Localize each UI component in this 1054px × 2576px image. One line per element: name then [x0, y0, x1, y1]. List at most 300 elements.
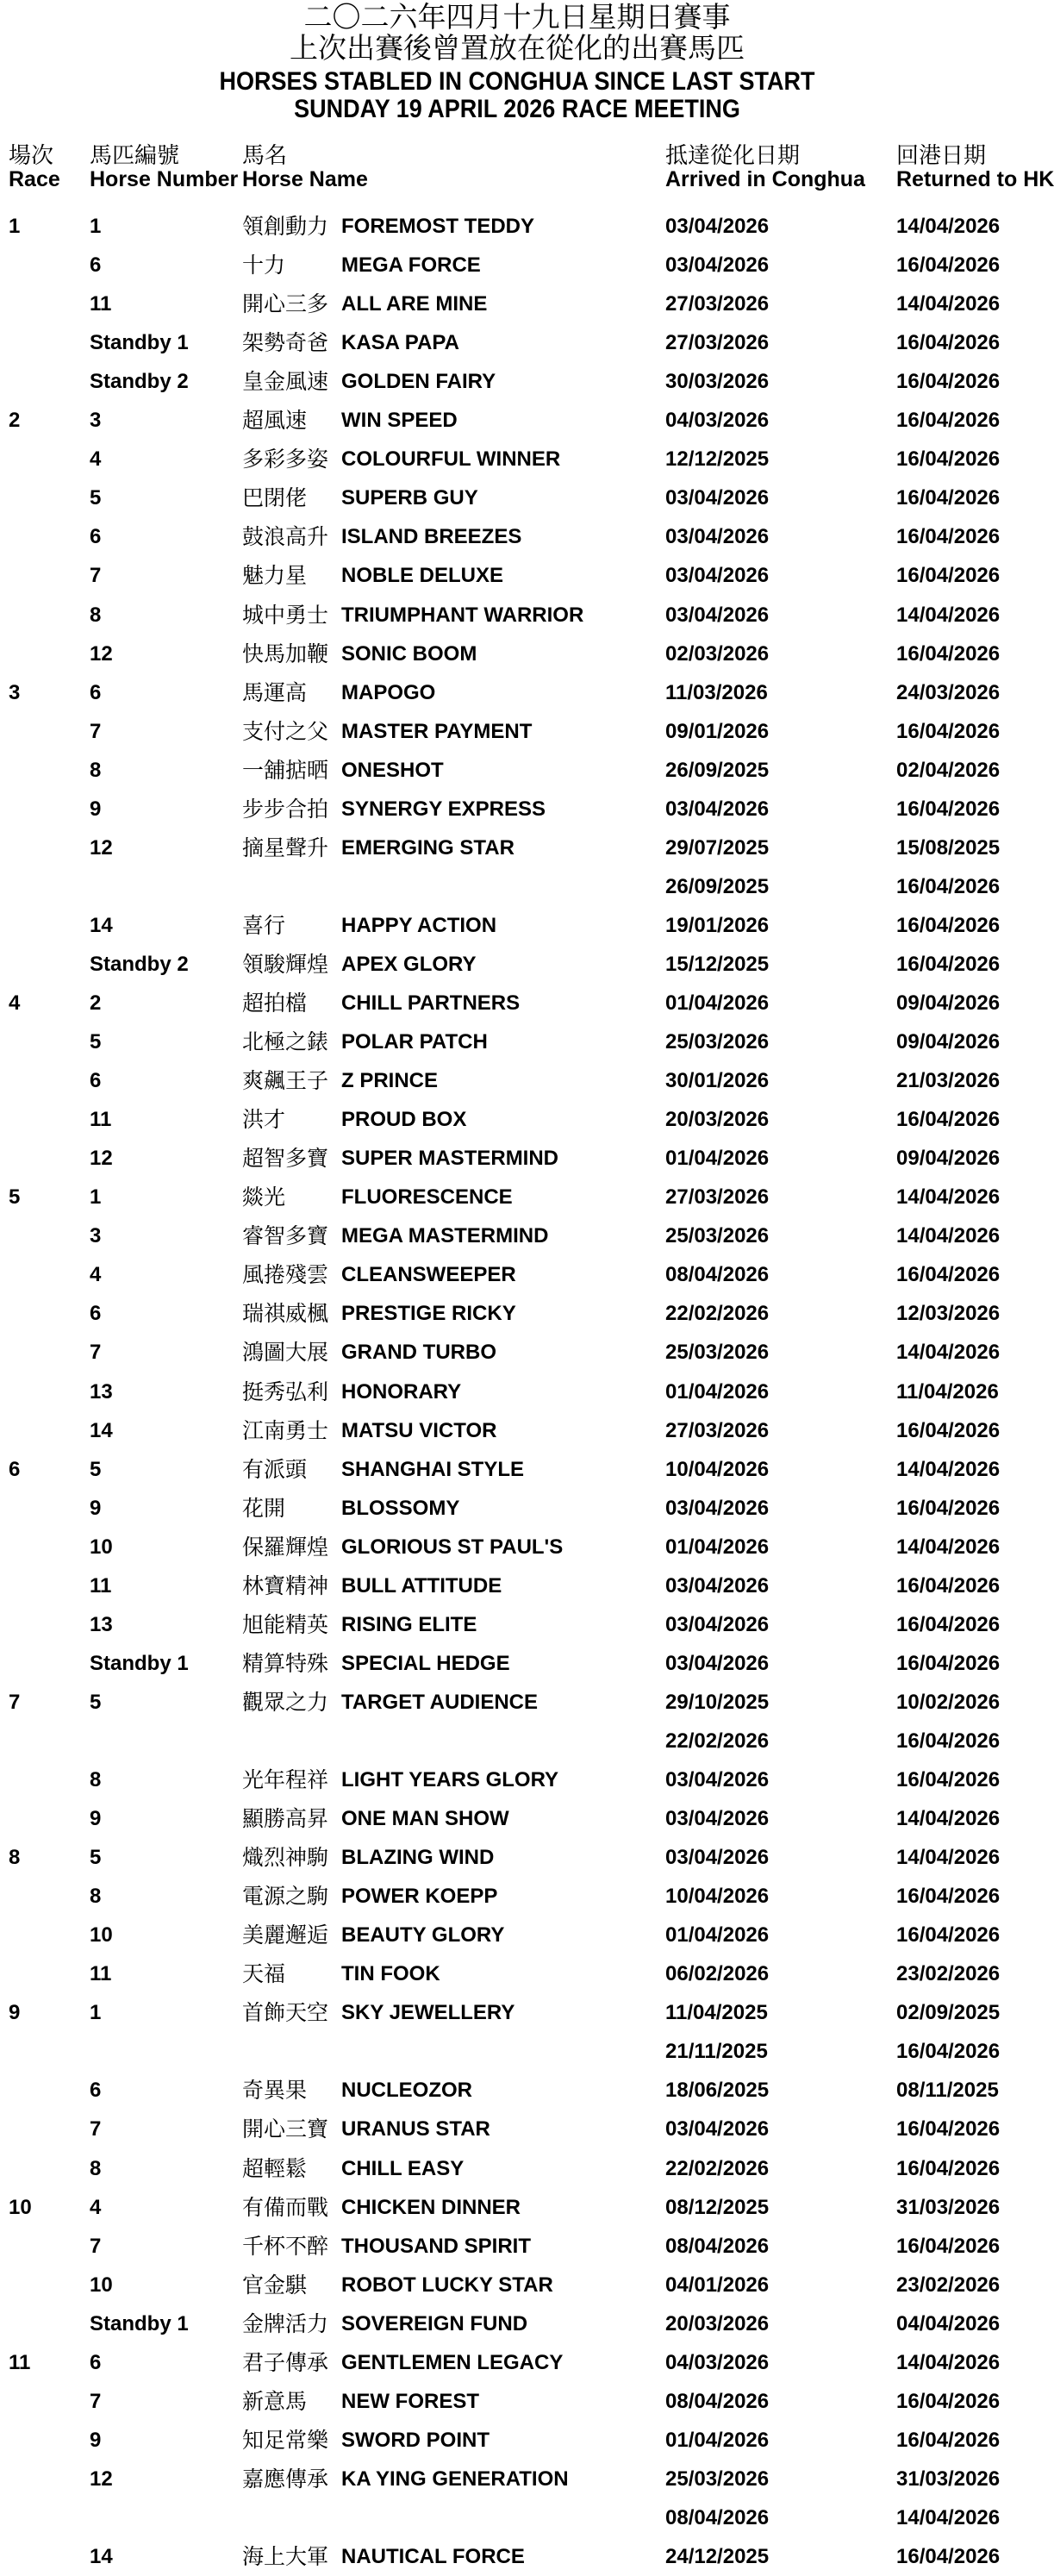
table-row [0, 2071, 1034, 2110]
table-row [0, 635, 1034, 673]
returned-date-cell: 23/02/2026 [896, 2273, 1001, 2297]
arrived-date-cell: 03/04/2026 [665, 253, 770, 278]
arrived-date-cell: 04/03/2026 [665, 409, 770, 433]
returned-date-cell: 14/04/2026 [896, 1341, 1001, 1365]
horse-name-zh-cell: 爽飆王子 [242, 1068, 329, 1094]
horse-name-en-cell: POWER KOEPP [341, 1885, 498, 1909]
horse-number-cell: 9 [90, 1496, 102, 1520]
returned-date-cell: 14/04/2026 [896, 1185, 1001, 1210]
horse-name-en-cell: COLOURFUL WINNER [341, 447, 561, 472]
arrived-date-cell: 01/04/2026 [665, 2428, 770, 2452]
horse-name-en-cell: URANUS STAR [341, 2117, 490, 2141]
table-row [0, 2032, 1034, 2071]
returned-date-cell: 16/04/2026 [896, 2156, 1001, 2180]
table-row [0, 2498, 1034, 2537]
horse-name-en-cell: PROUD BOX [341, 1108, 467, 1132]
horse-number-cell: 8 [90, 2156, 102, 2180]
table-row [0, 1566, 1034, 1605]
table-row [0, 556, 1034, 595]
horse-number-cell: 14 [90, 1418, 113, 1442]
horse-name-zh-cell: 睿智多寶 [242, 1223, 329, 1249]
horse-name-en-cell: GOLDEN FAIRY [341, 370, 496, 394]
horse-number-cell: 2 [90, 991, 102, 1015]
returned-date-cell: 16/04/2026 [896, 2234, 1001, 2258]
horse-name-zh-cell: 開心三寶 [242, 2116, 329, 2142]
horse-name-en-cell: BULL ATTITUDE [341, 1573, 502, 1597]
horse-name-zh-cell: 皇金風速 [242, 369, 329, 395]
horse-name-zh-cell: 保羅輝煌 [242, 1534, 329, 1560]
arrived-date-cell: 30/01/2026 [665, 1069, 770, 1093]
arrived-date-cell: 30/03/2026 [665, 370, 770, 394]
horse-name-en-cell: ONE MAN SHOW [341, 1807, 509, 1831]
horse-number-cell: 6 [90, 1302, 102, 1326]
arrived-date-cell: 19/01/2026 [665, 913, 770, 937]
horse-name-zh-cell: 支付之父 [242, 718, 329, 744]
returned-date-cell: 15/08/2025 [896, 835, 1001, 860]
horse-name-en-cell: NAUTICAL FORCE [341, 2545, 525, 2568]
arrived-date-cell: 08/04/2026 [665, 2389, 770, 2413]
horse-number-cell: 10 [90, 1923, 113, 1948]
horse-name-en-cell: GRAND TURBO [341, 1341, 496, 1365]
table-row [0, 2382, 1034, 2421]
arrived-date-cell: 22/02/2026 [665, 1302, 770, 1326]
returned-date-cell: 16/04/2026 [896, 564, 1001, 588]
horse-name-zh-cell: 顯勝高昇 [242, 1806, 329, 1832]
horse-name-en-cell: NEW FOREST [341, 2389, 479, 2413]
horse-number-cell: 5 [90, 486, 102, 510]
horse-number-cell: 10 [90, 1535, 113, 1559]
horse-name-en-cell: MAPOGO [341, 680, 436, 704]
arrived-date-cell: 25/03/2026 [665, 1030, 770, 1054]
horse-number-cell: 7 [90, 719, 102, 743]
table-row [0, 440, 1034, 478]
horse-name-zh-cell: 江南勇士 [242, 1417, 329, 1443]
table-row [0, 2343, 1034, 2382]
horse-name-zh-cell: 洪才 [242, 1107, 286, 1133]
header-race-en: Race [9, 167, 60, 191]
returned-date-cell: 09/04/2026 [896, 991, 1001, 1015]
horse-number-cell: Standby 2 [90, 952, 189, 976]
returned-date-cell: 16/04/2026 [896, 331, 1001, 355]
header-number-zh: 馬匹編號 [90, 143, 180, 169]
table-row [0, 1528, 1034, 1566]
horse-number-cell: 5 [90, 1030, 102, 1054]
race-cell: 6 [9, 1457, 21, 1481]
arrived-date-cell: 03/04/2026 [665, 215, 770, 238]
horse-number-cell: 6 [90, 2079, 102, 2103]
arrived-date-cell: 27/03/2026 [665, 1185, 770, 1210]
arrived-date-cell: 25/03/2026 [665, 2467, 770, 2491]
table-row [0, 323, 1034, 362]
arrived-date-cell: 22/02/2026 [665, 1729, 770, 1753]
horse-name-zh-cell: 天福 [242, 1961, 286, 1987]
horse-name-en-cell: ISLAND BREEZES [341, 525, 522, 549]
horse-name-zh-cell: 熾烈神駒 [242, 1845, 329, 1871]
table-row [0, 1760, 1034, 1799]
horse-number-cell: 1 [90, 1185, 102, 1210]
arrived-date-cell: 03/04/2026 [665, 564, 770, 588]
table-row [0, 712, 1034, 751]
arrived-date-cell: 03/04/2026 [665, 1846, 770, 1870]
returned-date-cell: 16/04/2026 [896, 1729, 1001, 1753]
table-row [0, 1954, 1034, 1993]
horse-name-zh-cell: 巴閉佬 [242, 485, 308, 511]
returned-date-cell: 16/04/2026 [896, 952, 1001, 976]
header-name-en: Horse Name [242, 167, 368, 191]
arrived-date-cell: 29/10/2025 [665, 1690, 770, 1714]
table-row [0, 673, 1034, 712]
horse-name-zh-cell: 有派頭 [242, 1456, 308, 1482]
horse-name-en-cell: RISING ELITE [341, 1612, 477, 1636]
horse-number-cell: 4 [90, 447, 102, 472]
horse-name-en-cell: EMERGING STAR [341, 835, 515, 860]
returned-date-cell: 16/04/2026 [896, 1612, 1001, 1636]
returned-date-cell: 16/04/2026 [896, 874, 1001, 898]
horse-number-cell: Standby 1 [90, 2311, 189, 2335]
arrived-date-cell: 03/04/2026 [665, 525, 770, 549]
horse-name-en-cell: SWORD POINT [341, 2428, 490, 2452]
arrived-date-cell: 03/04/2026 [665, 1768, 770, 1791]
returned-date-cell: 14/04/2026 [896, 1535, 1001, 1559]
title-line1-en: HORSES STABLED IN CONGHUA SINCE LAST START [219, 67, 815, 96]
table-row [0, 2460, 1034, 2498]
returned-date-cell: 16/04/2026 [896, 1923, 1001, 1948]
horse-name-zh-cell: 領創動力 [242, 214, 329, 239]
arrived-date-cell: 08/04/2026 [665, 1263, 770, 1287]
table-row [0, 790, 1034, 828]
horse-name-en-cell: TARGET AUDIENCE [341, 1690, 538, 1714]
arrived-date-cell: 29/07/2025 [665, 835, 770, 860]
arrived-date-cell: 08/04/2026 [665, 2505, 770, 2529]
horse-number-cell: 5 [90, 1846, 102, 1870]
arrived-date-cell: 02/03/2026 [665, 641, 770, 666]
horse-number-cell: Standby 2 [90, 370, 189, 394]
returned-date-cell: 14/04/2026 [896, 292, 1001, 316]
table-row [0, 1139, 1034, 1178]
arrived-date-cell: 03/04/2026 [665, 1807, 770, 1831]
horse-name-en-cell: POLAR PATCH [341, 1030, 488, 1054]
horse-number-cell: 12 [90, 2467, 113, 2491]
horse-number-cell: 12 [90, 1147, 113, 1171]
header-returned [896, 145, 1054, 191]
table-row [0, 517, 1034, 556]
table-row [0, 2537, 1034, 2576]
returned-date-cell: 16/04/2026 [896, 486, 1001, 510]
horse-name-en-cell: CHILL EASY [341, 2156, 465, 2180]
returned-date-cell: 16/04/2026 [896, 525, 1001, 549]
table-row [0, 284, 1034, 323]
returned-date-cell: 16/04/2026 [896, 1263, 1001, 1287]
horse-number-cell: 7 [90, 564, 102, 588]
horse-number-cell: 5 [90, 1457, 102, 1481]
header-arrived-en: Arrived in Conghua [665, 167, 865, 191]
horse-number-cell: 6 [90, 2350, 102, 2374]
arrived-date-cell: 09/01/2026 [665, 719, 770, 743]
table-row [0, 1216, 1034, 1255]
arrived-date-cell: 20/03/2026 [665, 1108, 770, 1132]
horse-name-en-cell: SONIC BOOM [341, 641, 477, 666]
horse-name-zh-cell: 嘉應傳承 [242, 2466, 329, 2492]
returned-date-cell: 14/04/2026 [896, 603, 1001, 627]
horse-name-zh-cell: 挺秀弘利 [242, 1379, 329, 1404]
race-cell: 9 [9, 2001, 21, 2025]
header-name-zh: 馬名 [242, 143, 288, 169]
horse-name-en-cell: TRIUMPHANT WARRIOR [341, 603, 584, 627]
returned-date-cell: 16/04/2026 [896, 1108, 1001, 1132]
horse-number-cell: 7 [90, 2389, 102, 2413]
header-arrived [665, 145, 865, 191]
horse-number-cell: 14 [90, 913, 113, 937]
horse-name-en-cell: LIGHT YEARS GLORY [341, 1768, 559, 1791]
horse-name-en-cell: SUPER MASTERMIND [341, 1147, 559, 1171]
table-row [0, 2110, 1034, 2148]
returned-date-cell: 14/04/2026 [896, 1807, 1001, 1831]
table-row [0, 945, 1034, 984]
horse-name-en-cell: SYNERGY EXPRESS [341, 797, 546, 821]
horse-name-en-cell: MEGA FORCE [341, 253, 481, 278]
table-row [0, 1294, 1034, 1333]
table-row [0, 1372, 1034, 1411]
horse-number-cell: 10 [90, 2273, 113, 2297]
arrived-date-cell: 03/04/2026 [665, 2117, 770, 2141]
returned-date-cell: 16/04/2026 [896, 2040, 1001, 2064]
returned-date-cell: 02/04/2026 [896, 758, 1001, 782]
horse-name-en-cell: PRESTIGE RICKY [341, 1302, 516, 1326]
table-row [0, 906, 1034, 945]
horse-name-zh-cell: 鴻圖大展 [242, 1340, 329, 1366]
horse-name-en-cell: THOUSAND SPIRIT [341, 2234, 532, 2258]
horse-number-cell: 8 [90, 1885, 102, 1909]
horse-number-cell: 11 [90, 292, 112, 316]
horse-name-en-cell: NUCLEOZOR [341, 2079, 472, 2103]
horse-name-zh-cell: 北極之錶 [242, 1029, 329, 1055]
returned-date-cell: 14/04/2026 [896, 1457, 1001, 1481]
returned-date-cell: 02/09/2025 [896, 2001, 1001, 2025]
horse-number-cell: 13 [90, 1379, 113, 1404]
horse-name-zh-cell: 十力 [242, 253, 286, 278]
horse-number-cell: 6 [90, 253, 102, 278]
returned-date-cell: 16/04/2026 [896, 1418, 1001, 1442]
table-row [0, 2304, 1034, 2343]
horse-name-zh-cell: 精算特殊 [242, 1650, 329, 1676]
horse-name-zh-cell: 超輕鬆 [242, 2155, 308, 2181]
table-row [0, 1916, 1034, 1954]
arrived-date-cell: 21/11/2025 [665, 2040, 768, 2064]
race-cell: 1 [9, 215, 21, 238]
table-row [0, 1838, 1034, 1877]
arrived-date-cell: 18/06/2025 [665, 2079, 770, 2103]
horse-name-en-cell: TIN FOOK [341, 1962, 440, 1986]
horse-name-zh-cell: 奇異果 [242, 2078, 308, 2104]
horse-number-cell: 8 [90, 758, 102, 782]
title-line2-zh: 上次出賽後曾置放在從化的出賽馬匹 [290, 31, 745, 65]
horse-number-cell: 11 [90, 1573, 112, 1597]
arrived-date-cell: 25/03/2026 [665, 1341, 770, 1365]
horse-name-zh-cell: 旭能精英 [242, 1611, 329, 1637]
arrived-date-cell: 15/12/2025 [665, 952, 770, 976]
table-row [0, 2149, 1034, 2188]
arrived-date-cell: 20/03/2026 [665, 2311, 770, 2335]
table-row [0, 1333, 1034, 1372]
table-row [0, 1683, 1034, 1722]
horse-name-zh-cell: 知足常樂 [242, 2427, 329, 2453]
returned-date-cell: 16/04/2026 [896, 641, 1001, 666]
table-row [0, 1100, 1034, 1139]
arrived-date-cell: 01/04/2026 [665, 1147, 770, 1171]
race-cell: 10 [9, 2195, 32, 2219]
horse-name-zh-cell: 步步合拍 [242, 796, 329, 822]
returned-date-cell: 16/04/2026 [896, 2545, 1001, 2568]
returned-date-cell: 16/04/2026 [896, 1651, 1001, 1675]
returned-date-cell: 16/04/2026 [896, 1885, 1001, 1909]
title-line1-zh: 二〇二六年四月十九日星期日賽事 [303, 0, 731, 34]
horse-name-en-cell: BLOSSOMY [341, 1496, 460, 1520]
horse-name-zh-cell: 馬運高 [242, 679, 308, 705]
header-returned-zh: 回港日期 [896, 143, 987, 169]
arrived-date-cell: 04/01/2026 [665, 2273, 770, 2297]
arrived-date-cell: 12/12/2025 [665, 447, 770, 472]
horse-name-zh-cell: 城中勇士 [242, 602, 329, 628]
race-cell: 7 [9, 1690, 21, 1714]
horse-name-en-cell: SKY JEWELLERY [341, 2001, 515, 2025]
horse-name-en-cell: MEGA MASTERMIND [341, 1224, 549, 1248]
table-row [0, 596, 1034, 635]
arrived-date-cell: 03/04/2026 [665, 1651, 770, 1675]
arrived-date-cell: 10/04/2026 [665, 1885, 770, 1909]
table-row [0, 984, 1034, 1022]
arrived-date-cell: 03/04/2026 [665, 1496, 770, 1520]
arrived-date-cell: 11/04/2025 [665, 2001, 768, 2025]
horse-name-zh-cell: 美麗邂逅 [242, 1923, 329, 1948]
arrived-date-cell: 01/04/2026 [665, 1923, 770, 1948]
table-row [0, 1644, 1034, 1683]
header-returned-en: Returned to HK [896, 167, 1054, 191]
header-race [9, 145, 60, 191]
race-cell: 4 [9, 991, 21, 1015]
returned-date-cell: 16/04/2026 [896, 253, 1001, 278]
returned-date-cell: 16/04/2026 [896, 2389, 1001, 2413]
race-cell: 11 [9, 2350, 31, 2374]
horse-number-cell: 6 [90, 1069, 102, 1093]
horse-name-en-cell: APEX GLORY [341, 952, 477, 976]
horse-name-en-cell: SPECIAL HEDGE [341, 1651, 510, 1675]
returned-date-cell: 16/04/2026 [896, 370, 1001, 394]
returned-date-cell: 16/04/2026 [896, 1768, 1001, 1791]
horse-number-cell: 8 [90, 603, 102, 627]
horse-name-zh-cell: 海上大軍 [242, 2544, 329, 2569]
returned-date-cell: 16/04/2026 [896, 719, 1001, 743]
table-row [0, 2227, 1034, 2266]
returned-date-cell: 23/02/2026 [896, 1962, 1001, 1986]
table-row [0, 246, 1034, 284]
horse-name-zh-cell: 領駿輝煌 [242, 951, 329, 977]
arrived-date-cell: 27/03/2026 [665, 331, 770, 355]
horse-name-zh-cell: 開心三多 [242, 291, 329, 317]
horse-name-en-cell: GLORIOUS ST PAUL'S [341, 1535, 564, 1559]
arrived-date-cell: 01/04/2026 [665, 991, 770, 1015]
table-row [0, 1022, 1034, 1061]
header-name [242, 145, 368, 191]
returned-date-cell: 16/04/2026 [896, 2117, 1001, 2141]
arrived-date-cell: 25/03/2026 [665, 1224, 770, 1248]
table-row [0, 867, 1034, 906]
horse-number-cell: 6 [90, 525, 102, 549]
horse-number-cell: 4 [90, 1263, 102, 1287]
horse-number-cell: 1 [90, 215, 102, 238]
horse-name-en-cell: BEAUTY GLORY [341, 1923, 505, 1948]
returned-date-cell: 14/04/2026 [896, 2350, 1001, 2374]
table-row [0, 1993, 1034, 2032]
table-row [0, 1255, 1034, 1294]
horse-name-en-cell: CHICKEN DINNER [341, 2195, 521, 2219]
returned-date-cell: 09/04/2026 [896, 1147, 1001, 1171]
horse-number-cell: 7 [90, 1341, 102, 1365]
returned-date-cell: 08/11/2025 [896, 2079, 999, 2103]
table-row [0, 1411, 1034, 1450]
horse-name-zh-cell: 首飾天空 [242, 2000, 329, 2026]
horse-name-en-cell: HONORARY [341, 1379, 462, 1404]
horse-number-cell: 3 [90, 409, 102, 433]
horse-name-en-cell: ROBOT LUCKY STAR [341, 2273, 553, 2297]
returned-date-cell: 11/04/2026 [896, 1379, 999, 1404]
returned-date-cell: 14/04/2026 [896, 2505, 1001, 2529]
arrived-date-cell: 03/04/2026 [665, 603, 770, 627]
horse-name-zh-cell: 花開 [242, 1495, 286, 1521]
returned-date-cell: 31/03/2026 [896, 2467, 1001, 2491]
table-row [0, 2188, 1034, 2227]
arrived-date-cell: 04/03/2026 [665, 2350, 770, 2374]
horse-number-cell: Standby 1 [90, 331, 189, 355]
table-row [0, 828, 1034, 867]
returned-date-cell: 10/02/2026 [896, 1690, 1001, 1714]
horse-number-cell: 8 [90, 1768, 102, 1791]
arrived-date-cell: 26/09/2025 [665, 874, 770, 898]
horse-name-en-cell: SUPERB GUY [341, 486, 478, 510]
header-race-zh: 場次 [9, 143, 54, 169]
horse-name-zh-cell: 君子傳承 [242, 2349, 329, 2375]
horse-name-zh-cell: 架勢奇爸 [242, 330, 329, 356]
arrived-date-cell: 10/04/2026 [665, 1457, 770, 1481]
horse-name-en-cell: CLEANSWEEPER [341, 1263, 516, 1287]
returned-date-cell: 16/04/2026 [896, 1573, 1001, 1597]
horse-name-zh-cell: 鼓浪高升 [242, 524, 329, 550]
arrived-date-cell: 03/04/2026 [665, 486, 770, 510]
header-number [90, 145, 238, 191]
arrived-date-cell: 27/03/2026 [665, 292, 770, 316]
horse-name-zh-cell: 快馬加鞭 [242, 641, 329, 666]
arrived-date-cell: 24/12/2025 [665, 2545, 770, 2568]
horse-name-zh-cell: 瑞祺威楓 [242, 1301, 329, 1327]
horse-number-cell: 4 [90, 2195, 102, 2219]
horse-number-cell: 9 [90, 2428, 102, 2452]
arrived-date-cell: 03/04/2026 [665, 797, 770, 821]
race-cell: 8 [9, 1846, 21, 1870]
arrived-date-cell: 26/09/2025 [665, 758, 770, 782]
table-row [0, 362, 1034, 401]
horse-number-cell: 9 [90, 797, 102, 821]
horse-number-cell: 11 [90, 1108, 112, 1132]
horse-name-en-cell: MATSU VICTOR [341, 1418, 497, 1442]
table-row [0, 1799, 1034, 1838]
horse-number-cell: 9 [90, 1807, 102, 1831]
returned-date-cell: 09/04/2026 [896, 1030, 1001, 1054]
returned-date-cell: 31/03/2026 [896, 2195, 1001, 2219]
table-row [0, 2266, 1034, 2304]
horse-name-zh-cell: 林寶精神 [242, 1572, 329, 1598]
arrived-date-cell: 11/03/2026 [665, 680, 768, 704]
returned-date-cell: 21/03/2026 [896, 1069, 1001, 1093]
table-row [0, 207, 1034, 246]
